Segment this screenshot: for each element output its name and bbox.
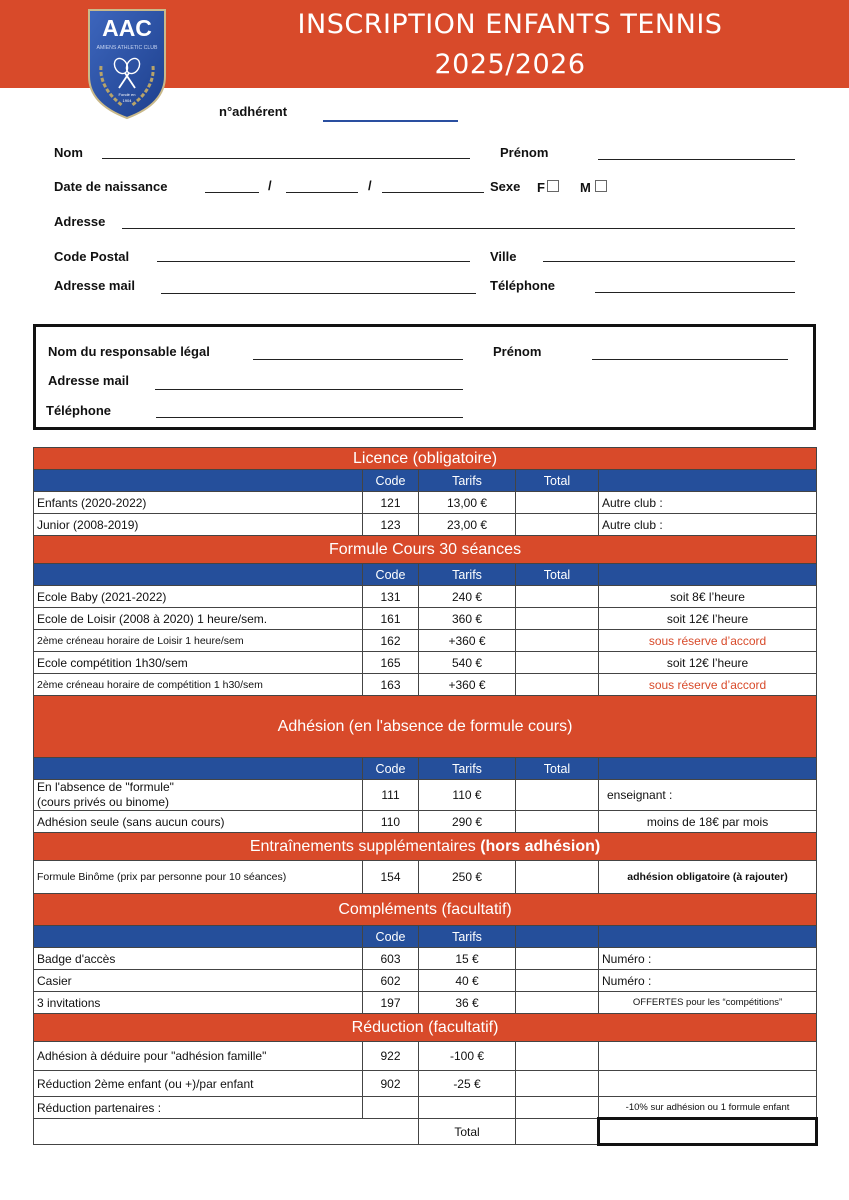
row-note: Numéro : xyxy=(599,970,817,992)
row-label: 2ème créneau horaire de Loisir 1 heure/sem xyxy=(34,630,363,652)
row-note: enseignant : xyxy=(599,780,817,811)
row-tarif: -100 € xyxy=(419,1042,516,1071)
row-code: 197 xyxy=(363,992,419,1014)
section-title: Licence (obligatoire) xyxy=(34,448,817,470)
section-title-normal: Entraînements supplémentaires xyxy=(249,837,481,855)
member-number-label: n°adhérent xyxy=(219,104,288,119)
col-code: Code xyxy=(363,470,419,492)
col-total: Total xyxy=(516,758,599,780)
crest-founded: Fondé en xyxy=(118,92,136,97)
row-code: 602 xyxy=(363,970,419,992)
section-header-entrainements xyxy=(34,833,817,861)
page-season: 2025/2026 xyxy=(434,49,586,80)
row-tarif: 110 € xyxy=(419,780,516,811)
row-tarif: 40 € xyxy=(419,970,516,992)
nom-field[interactable] xyxy=(102,158,470,159)
sexe-m-checkbox[interactable] xyxy=(595,180,607,192)
email-label: Adresse mail xyxy=(54,278,135,293)
guardian-prenom-field[interactable] xyxy=(592,359,788,360)
prenom-label: Prénom xyxy=(500,145,549,160)
guardian-telephone-label: Téléphone xyxy=(46,403,112,418)
row-label xyxy=(34,780,363,811)
section-title: Réduction (facultatif) xyxy=(34,1014,817,1042)
row-label: Junior (2008-2019) xyxy=(34,514,363,536)
table-row xyxy=(34,492,817,514)
row-note: soit 8€ l’heure xyxy=(599,586,817,608)
row-tarif: -25 € xyxy=(419,1071,516,1097)
table-row xyxy=(34,652,817,674)
sexe-label: Sexe xyxy=(490,179,521,194)
row-tarif: 540 € xyxy=(419,652,516,674)
row-code: 163 xyxy=(363,674,419,696)
row-total-field[interactable] xyxy=(516,1097,599,1119)
section-header-reduction xyxy=(34,1014,817,1042)
row-code: 121 xyxy=(363,492,419,514)
adresse-label: Adresse xyxy=(54,214,106,229)
sexe-f-checkbox[interactable] xyxy=(547,180,559,192)
row-total-field[interactable] xyxy=(516,1071,599,1097)
row-code[interactable] xyxy=(363,1097,419,1119)
row-total-field[interactable] xyxy=(516,970,599,992)
sexe-f-label: F xyxy=(537,180,545,195)
row-note: soit 12€ l’heure xyxy=(599,608,817,630)
column-header-row xyxy=(34,758,817,780)
tariff-table xyxy=(33,447,818,1146)
adresse-field[interactable] xyxy=(122,228,795,229)
row-total-field[interactable] xyxy=(516,1042,599,1071)
col-tarifs: Tarifs xyxy=(419,564,516,586)
row-note: Autre club : xyxy=(599,492,817,514)
row-total-field[interactable] xyxy=(516,652,599,674)
email-field[interactable] xyxy=(161,293,476,294)
row-label: Adhésion à déduire pour "adhésion famille" xyxy=(34,1042,363,1071)
row-note: -10% sur adhésion ou 1 formule enfant xyxy=(599,1097,817,1119)
row-label: 2ème créneau horaire de compétition 1 h30/sem xyxy=(34,674,363,696)
code-postal-field[interactable] xyxy=(157,261,470,262)
guardian-email-field[interactable] xyxy=(155,389,463,390)
row-tarif: 290 € xyxy=(419,811,516,833)
col-code: Code xyxy=(363,564,419,586)
row-code: 131 xyxy=(363,586,419,608)
row-code: 603 xyxy=(363,948,419,970)
row-tarif: +360 € xyxy=(419,674,516,696)
sexe-m-label: M xyxy=(580,180,591,195)
row-label-line1: En l'absence de "formule" xyxy=(37,780,174,794)
table-row xyxy=(34,1097,817,1119)
guardian-section xyxy=(33,324,816,430)
code-postal-label: Code Postal xyxy=(54,249,130,264)
grand-total-field[interactable] xyxy=(599,1119,817,1145)
row-label: Ecole compétition 1h30/sem xyxy=(34,652,363,674)
row-total-field[interactable] xyxy=(516,780,599,811)
table-row xyxy=(34,780,817,811)
row-code: 922 xyxy=(363,1042,419,1071)
table-row xyxy=(34,970,817,992)
section-title: Adhésion (en l'absence de formule cours) xyxy=(34,696,817,758)
row-tarif: 36 € xyxy=(419,992,516,1014)
row-label: Casier xyxy=(34,970,363,992)
row-label: Badge d'accès xyxy=(34,948,363,970)
row-code: 161 xyxy=(363,608,419,630)
row-note: Numéro : xyxy=(599,948,817,970)
row-label: Adhésion seule (sans aucun cours) xyxy=(34,811,363,833)
row-code: 110 xyxy=(363,811,419,833)
row-code: 154 xyxy=(363,861,419,894)
crest-club-name: AMIENS ATHLETIC CLUB xyxy=(96,45,158,51)
section-header-licence xyxy=(34,448,817,470)
guardian-prenom-label: Prénom xyxy=(493,344,542,359)
member-number-field[interactable] xyxy=(323,120,458,122)
col-total: Total xyxy=(516,470,599,492)
birth-year-field[interactable] xyxy=(382,192,484,193)
guardian-nom-field[interactable] xyxy=(253,359,463,360)
row-total-field[interactable] xyxy=(516,674,599,696)
table-row xyxy=(34,630,817,652)
prenom-field[interactable] xyxy=(598,159,795,160)
row-label: Enfants (2020-2022) xyxy=(34,492,363,514)
table-row xyxy=(34,1071,817,1097)
table-row xyxy=(34,948,817,970)
row-total-field[interactable] xyxy=(516,948,599,970)
section-title xyxy=(34,833,817,861)
date-separator: / xyxy=(368,178,372,193)
column-header-row xyxy=(34,926,817,948)
section-header-formule xyxy=(34,536,817,564)
row-total-field[interactable] xyxy=(516,630,599,652)
guardian-telephone-field[interactable] xyxy=(156,417,463,418)
row-code: 162 xyxy=(363,630,419,652)
col-code: Code xyxy=(363,758,419,780)
row-tarif[interactable] xyxy=(419,1097,516,1119)
club-crest-icon xyxy=(87,8,167,120)
table-row xyxy=(34,586,817,608)
row-total-field[interactable] xyxy=(516,492,599,514)
row-label: Réduction partenaires : xyxy=(34,1097,363,1119)
ville-label: Ville xyxy=(490,249,517,264)
row-label: Réduction 2ème enfant (ou +)/par enfant xyxy=(34,1071,363,1097)
row-tarif: 15 € xyxy=(419,948,516,970)
guardian-email-label: Adresse mail xyxy=(48,373,129,388)
birth-month-field[interactable] xyxy=(286,192,358,193)
row-note: adhésion obligatoire (à rajouter) xyxy=(599,861,817,894)
page-title: INSCRIPTION ENFANTS TENNIS xyxy=(297,9,723,40)
telephone-field[interactable] xyxy=(595,292,795,293)
column-header-row xyxy=(34,564,817,586)
row-label: Ecole de Loisir (2008 à 2020) 1 heure/sem. xyxy=(34,608,363,630)
guardian-nom-label: Nom du responsable légal xyxy=(48,344,210,359)
section-title: Compléments (facultatif) xyxy=(34,894,817,926)
row-total-field[interactable] xyxy=(516,514,599,536)
row-code: 123 xyxy=(363,514,419,536)
table-row xyxy=(34,992,817,1014)
row-note: sous réserve d’accord xyxy=(599,630,817,652)
row-code: 902 xyxy=(363,1071,419,1097)
ville-field[interactable] xyxy=(543,261,795,262)
table-row xyxy=(34,861,817,894)
crest-year: 1904 xyxy=(122,98,132,103)
grand-total-label: Total xyxy=(419,1119,516,1145)
row-total-field[interactable] xyxy=(516,586,599,608)
row-tarif: 360 € xyxy=(419,608,516,630)
row-code: 111 xyxy=(363,780,419,811)
row-label: Formule Binôme (prix par personne pour 10 séances) xyxy=(34,861,363,894)
col-tarifs: Tarifs xyxy=(419,758,516,780)
row-total-field[interactable] xyxy=(516,992,599,1014)
crest-abbr: AAC xyxy=(102,15,152,41)
table-row xyxy=(34,674,817,696)
row-total-field[interactable] xyxy=(516,811,599,833)
column-header-row xyxy=(34,470,817,492)
col-code: Code xyxy=(363,926,419,948)
col-tarifs: Tarifs xyxy=(419,470,516,492)
row-tarif: 250 € xyxy=(419,861,516,894)
row-tarif: 240 € xyxy=(419,586,516,608)
row-total-field[interactable] xyxy=(516,861,599,894)
table-row xyxy=(34,1042,817,1071)
section-header-adhesion xyxy=(34,696,817,758)
nom-label: Nom xyxy=(54,145,83,160)
row-note xyxy=(599,1071,817,1097)
birth-day-field[interactable] xyxy=(205,192,259,193)
row-label-line2: (cours privés ou binome) xyxy=(37,795,170,809)
telephone-label: Téléphone xyxy=(490,278,556,293)
row-note: Autre club : xyxy=(599,514,817,536)
row-code: 165 xyxy=(363,652,419,674)
row-label: Ecole Baby (2021-2022) xyxy=(34,586,363,608)
row-note xyxy=(599,1042,817,1071)
row-note: OFFERTES pour les “compétitions” xyxy=(599,992,817,1014)
table-row xyxy=(34,811,817,833)
section-header-complements xyxy=(34,894,817,926)
row-tarif: 13,00 € xyxy=(419,492,516,514)
col-total: Total xyxy=(516,564,599,586)
col-tarifs: Tarifs xyxy=(419,926,516,948)
row-label: 3 invitations xyxy=(34,992,363,1014)
row-note: moins de 18€ par mois xyxy=(599,811,817,833)
row-note: sous réserve d’accord xyxy=(599,674,817,696)
row-note: soit 12€ l’heure xyxy=(599,652,817,674)
section-title-bold: (hors adhésion) xyxy=(480,837,601,855)
row-total-field[interactable] xyxy=(516,608,599,630)
table-row xyxy=(34,514,817,536)
grand-total-row xyxy=(34,1119,817,1145)
row-tarif: 23,00 € xyxy=(419,514,516,536)
table-row xyxy=(34,608,817,630)
birthdate-label: Date de naissance xyxy=(54,179,168,194)
date-separator: / xyxy=(268,178,272,193)
row-tarif: +360 € xyxy=(419,630,516,652)
section-title: Formule Cours 30 séances xyxy=(34,536,817,564)
